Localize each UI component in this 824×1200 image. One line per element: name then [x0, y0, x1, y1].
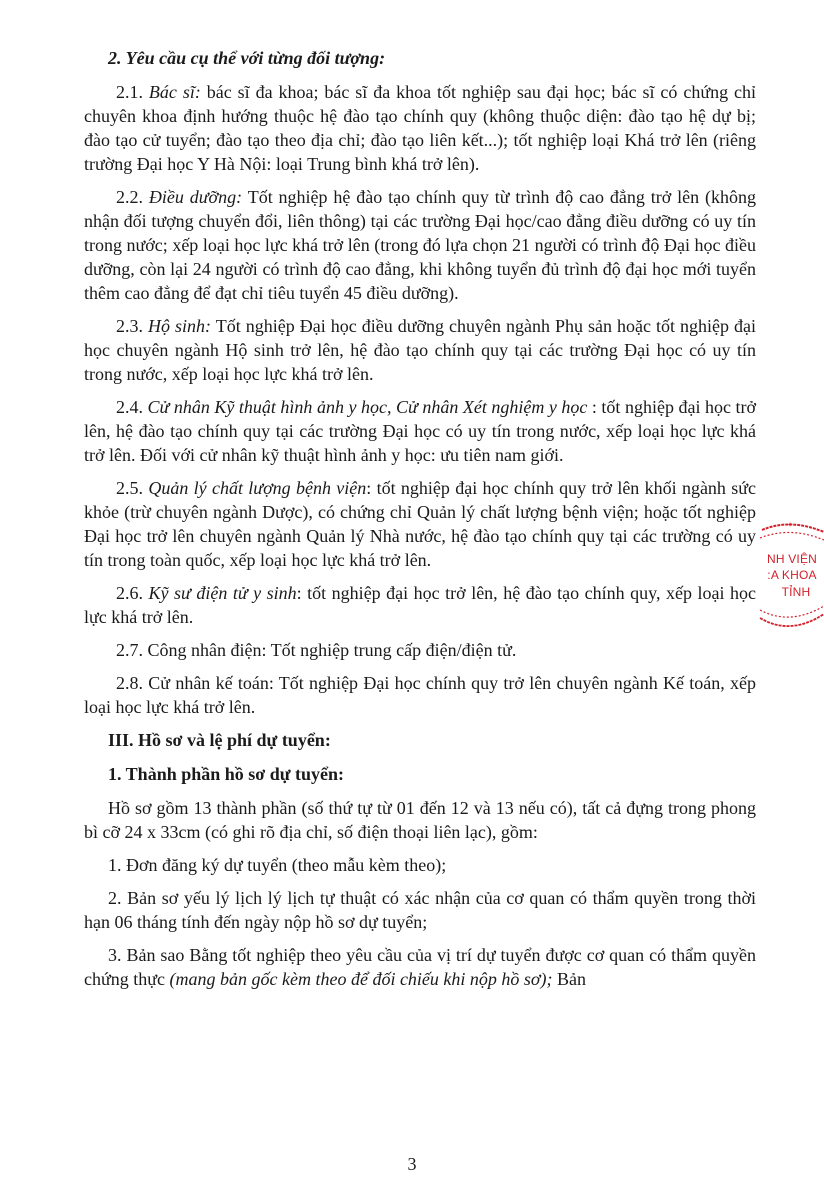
- item-term: Cử nhân Kỹ thuật hình ảnh y học, Cử nhân Xét nghiệm y học: [147, 397, 588, 417]
- item-2-4: [84, 395, 756, 467]
- item-text: Tốt nghiệp Đại học điều dưỡng chuyên ngành Phụ sản hoặc tốt nghiệp đại học chuyên ngành Hộ sinh trở lên, hệ đào tạo chính quy tại các trường Đại học có uy tín trong nước, xếp loại học lực khá trở lên.: [84, 316, 757, 384]
- dossier-item-3-text: 3. Bản sao Bằng tốt nghiệp theo yêu cầu của vị trí dự tuyển được cơ quan có thẩm quyền chứng thực: [84, 945, 756, 989]
- item-2-2: [84, 185, 756, 305]
- stamp-text-line: TỈNH: [781, 585, 811, 599]
- stamp-arc-icon: [756, 514, 824, 684]
- dossier-item-1: 1. Đơn đăng ký dự tuyển (theo mẫu kèm theo);: [108, 855, 447, 875]
- item-2-7: [84, 638, 756, 662]
- section-2-heading: 2. Yêu cầu cụ thể với từng đối tượng:: [108, 48, 386, 68]
- red-seal-stamp: [756, 514, 824, 684]
- item-text: : tốt nghiệp đại học trở lên, hệ đào tạo chính quy tại các trường Đại học có uy tín trong nước, xếp loại học lực khá trở lên. Đối với cử nhân kỹ thuật hình ảnh y học: ưu tiên nam giới.: [84, 397, 757, 465]
- section-3-heading: III. Hồ sơ và lệ phí dự tuyển:: [108, 730, 331, 750]
- item-term: Hộ sinh:: [148, 316, 212, 336]
- section-3-1-heading: 1. Thành phần hồ sơ dự tuyển:: [108, 764, 345, 784]
- item-text: Tốt nghiệp hệ đào tạo chính quy từ trình độ cao đẳng trở lên (không nhận đối tượng chuyển đổi, liên thông) tại các trường Đại học/cao đẳng điều dưỡng có uy tín trong nước; xếp loại học lực khá trở lên (trong đó lựa chọn 21 người có trình độ Đại học điều dưỡng, còn lại 24 người có trình độ cao đẳng, khi không tuyển đủ trình độ đại học mới tuyển thêm cao đẳng để đạt chỉ tiêu tuyển 45 điều dưỡng).: [84, 187, 756, 303]
- item-term: Bác sĩ:: [148, 82, 201, 102]
- item-2-8: [84, 671, 756, 719]
- item-number: 2.7.: [116, 640, 143, 660]
- dossier-intro: Hồ sơ gồm 13 thành phần (số thứ tự từ 01 đến 12 và 13 nếu có), tất cả đựng trong phong bì cỡ 24 x 33cm (có ghi rõ địa chỉ, số điện thoại liên lạc), gồm:: [84, 798, 756, 842]
- stamp-text-line: NH VIỆN: [766, 552, 818, 566]
- item-term: Quản lý chất lượng bệnh viện: [148, 478, 367, 498]
- dossier-item-3-tail: Bản: [552, 969, 587, 989]
- item-term: Kỹ sư điện tử y sinh: [148, 583, 297, 603]
- item-text: : tốt nghiệp đại học trở lên, hệ đào tạo chính quy, xếp loại học lực khá trở lên.: [84, 583, 756, 627]
- item-number: 2.6.: [116, 583, 143, 603]
- page-number: 3: [407, 1154, 417, 1174]
- stamp-text-line: :A KHOA: [767, 568, 817, 582]
- dossier-item-2: 2. Bản sơ yếu lý lịch lý lịch tự thuật có xác nhận của cơ quan có thẩm quyền trong thời hạn 06 tháng tính đến ngày nộp hồ sơ dự tuyển;: [84, 888, 756, 932]
- item-number: 2.1.: [116, 82, 143, 102]
- dossier-item-3: [84, 943, 756, 991]
- item-text: bác sĩ đa khoa; bác sĩ đa khoa tốt nghiệp sau đại học; bác sĩ có chứng chỉ chuyên khoa định hướng thuộc hệ đào tạo chính quy (không thuộc diện: đào tạo hệ dự bị; đào tạo cử tuyển; đào tạo theo địa chỉ; đào tạo liên kết...); tốt nghiệp loại Khá trở lên (riêng trường Đại học Y Hà Nội: loại Trung bình khá trở lên).: [84, 82, 756, 174]
- item-2-5: [84, 476, 756, 572]
- item-number: 2.5.: [116, 478, 143, 498]
- item-text: Công nhân điện: Tốt nghiệp trung cấp điện/điện tử.: [147, 640, 517, 660]
- item-number: 2.4.: [116, 397, 143, 417]
- item-number: 2.3.: [116, 316, 143, 336]
- item-term: Điều dưỡng:: [148, 187, 243, 207]
- dossier-item-3-note: (mang bản gốc kèm theo để đối chiếu khi nộp hồ sơ);: [169, 969, 553, 989]
- item-2-1: [84, 80, 756, 176]
- item-text: : tốt nghiệp đại học chính quy trở lên khối ngành sức khỏe (trừ chuyên ngành Dược), có chứng chỉ Quản lý chất lượng bệnh viện; hoặc tốt nghiệp Đại học trở lên chuyên ngành Quản lý Nhà nước, hệ đào tạo chính quy tại các trường có uy tín trong toàn quốc, xếp loại học lực khá trở lên.: [84, 478, 757, 570]
- item-text: Cử nhân kế toán: Tốt nghiệp Đại học chính quy trở lên chuyên ngành Kế toán, xếp loại học lực khá trở lên.: [84, 673, 756, 717]
- item-number: 2.8.: [116, 673, 143, 693]
- item-2-3: [84, 314, 756, 386]
- document-body: [84, 46, 756, 1000]
- item-number: 2.2.: [116, 187, 143, 207]
- svg-text:✦: ✦: [787, 522, 793, 529]
- item-2-6: [84, 581, 756, 629]
